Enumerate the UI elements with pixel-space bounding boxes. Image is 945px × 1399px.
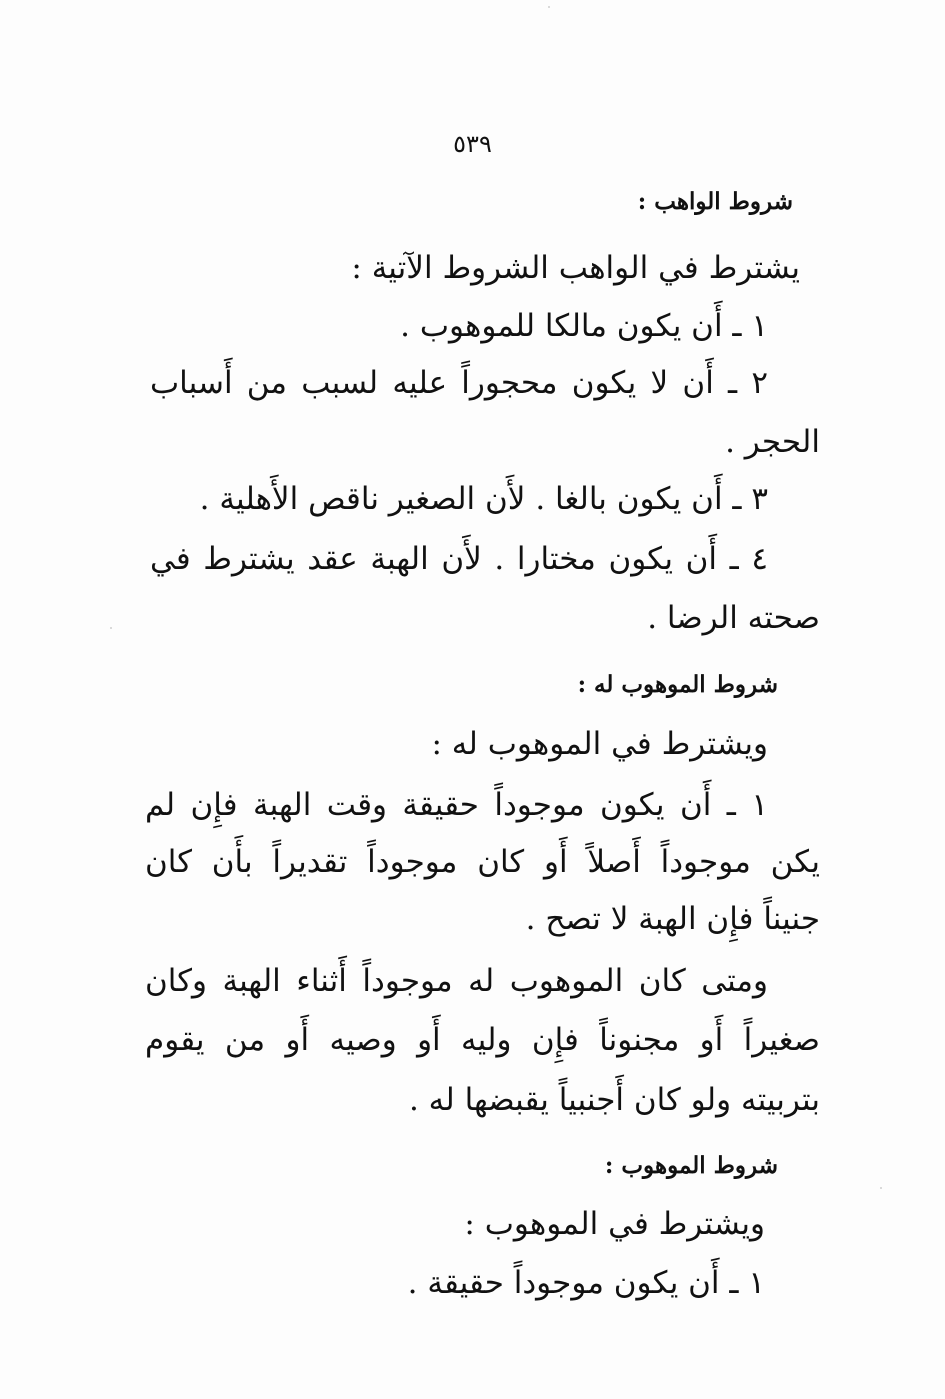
section-heading: شروط الموهوب : <box>604 1152 778 1179</box>
body-line: ومتى كان الموهوب له موجوداً أَثناء الهبة وكان <box>145 963 768 999</box>
list-item: ٣ ـ أَن يكون بالغا . لأَن الصغير ناقص الأَهلية . <box>199 481 768 517</box>
body-line: صحته الرضا . <box>647 600 820 636</box>
list-item: ١ ـ أَن يكون موجوداً حقيقة وقت الهبة فإِن لم <box>145 787 768 823</box>
body-line: بتربيته ولو كان أَجنبياً يقبضها له . <box>408 1082 820 1118</box>
list-item: ١ ـ أَن يكون مالكا للموهوب . <box>400 308 768 344</box>
page-number: ٥٣٩ <box>453 130 492 158</box>
section-heading: شروط الموهوب له : <box>577 671 778 698</box>
list-item: ٤ ـ أَن يكون مختارا . لأَن الهبة عقد يشترط في <box>150 541 768 577</box>
list-item: ١ ـ أَن يكون موجوداً حقيقة . <box>407 1265 765 1301</box>
body-line: ويشترط في الموهوب : <box>464 1206 765 1242</box>
section-gift-conditions <box>145 0 820 1320</box>
body-line: الحجر . <box>725 424 820 460</box>
section-heading: شروط الواهب : <box>637 188 793 215</box>
body-line: صغيراً أَو مجنوناً فإِن وليه أَو وصيه أَو من يقوم <box>145 1022 820 1058</box>
body-line: جنيناً فإِن الهبة لا تصح . <box>525 901 820 937</box>
body-line: يشترط في الواهب الشروط الآتية : <box>351 250 800 286</box>
body-line: يكن موجوداً أَصلاً أَو كان موجوداً تقديراً بأَن كان <box>145 844 820 880</box>
scan-speck <box>110 627 112 629</box>
scan-speck <box>880 1187 882 1189</box>
body-line: ويشترط في الموهوب له : <box>431 726 768 762</box>
list-item: ٢ ـ أَن لا يكون محجوراً عليه لسبب من أَسباب <box>150 365 768 401</box>
